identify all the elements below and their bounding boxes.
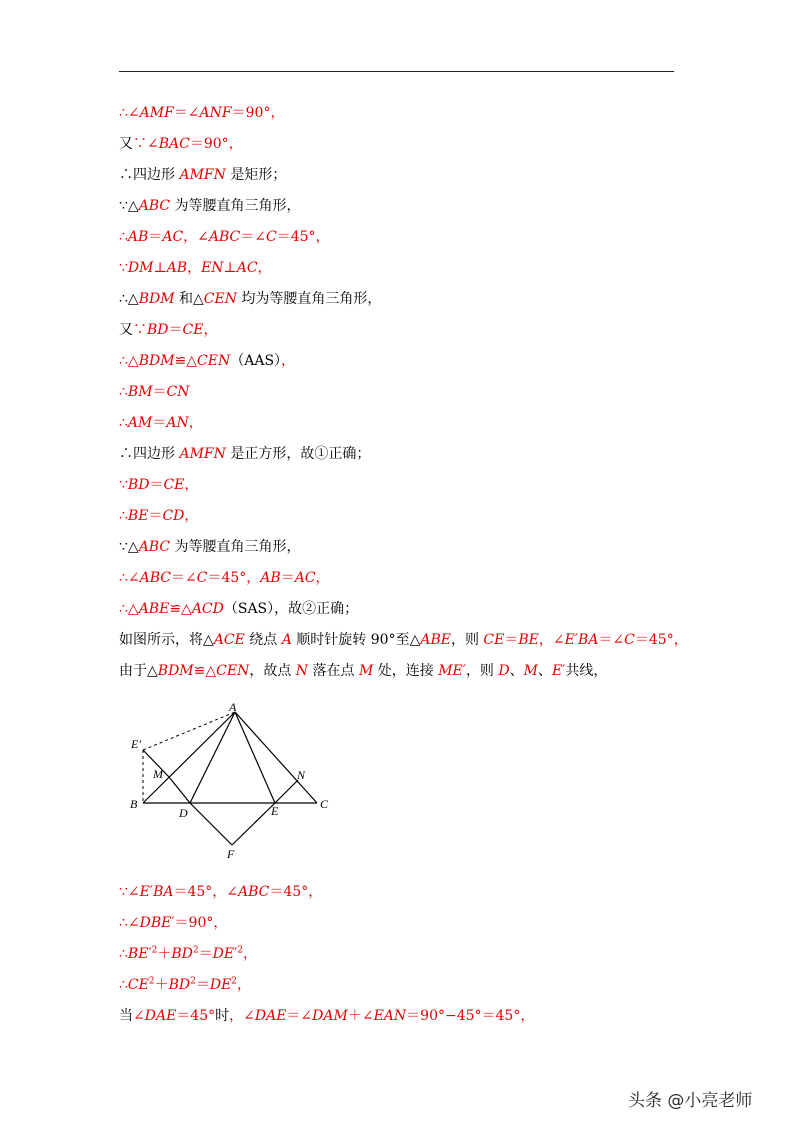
label-E: E: [271, 804, 279, 818]
proof-line-13: ∵BD＝CE，: [119, 477, 199, 493]
proof-line-18: 如图所示，将△ACE 绕点 A 顺时针旋转 90°至△ABE，则 CE＝BE，∠E′BA＝∠C＝45°，: [119, 632, 688, 648]
segment-AD: [190, 712, 235, 803]
proof-line-4: ∵△ABC 为等腰直角三角形，: [119, 198, 301, 214]
segment-AB: [143, 712, 235, 803]
proof-line-1: ∴∠AMF＝∠ANF＝90°，: [119, 105, 285, 121]
proof-line-15: ∵△ABC 为等腰直角三角形，: [119, 539, 301, 555]
label-A: A: [229, 700, 237, 714]
label-C: C: [320, 797, 329, 811]
proof-line-12: ∴四边形 AMFN 是正方形，故①正确；: [119, 446, 371, 462]
label-M: M: [153, 767, 163, 781]
proof-line-24: 当∠DAE＝45°时，∠DAE＝∠DAM＋∠EAN＝90°−45°＝45°，: [119, 1008, 535, 1024]
segment-AC: [235, 712, 317, 803]
proof-line-6: ∵DM⊥AB，EN⊥AC，: [119, 260, 272, 276]
proof-line-16: ∴∠ABC＝∠C＝45°，AB＝AC，: [119, 570, 330, 586]
segment-MD: [169, 777, 190, 803]
segment-EF: [232, 803, 275, 845]
proof-line-19: 由于△BDM≌△CEN，故点 N 落在点 M 处，连接 ME′，则 D、M、E′共线，: [119, 663, 608, 679]
segment-EN: [275, 780, 298, 803]
proof-line-20: ∵∠E′BA＝45°，∠ABC＝45°，: [119, 884, 323, 900]
geometry-figure: [125, 700, 340, 865]
proof-line-2: 又∵∠BAC＝90°，: [119, 136, 243, 152]
dashed-segment-AEprime: [143, 712, 235, 750]
label-B: B: [130, 797, 138, 811]
segment-AE: [235, 712, 275, 803]
header-rule: [119, 71, 674, 72]
proof-line-7: ∴△BDM 和△CEN 均为等腰直角三角形，: [119, 291, 382, 307]
label-F: F: [227, 847, 235, 861]
label-E-prime: E′: [131, 737, 141, 751]
proof-line-3: ∴四边形 AMFN 是矩形；: [119, 167, 287, 183]
proof-line-23: $\therefore CE^2+BD^2=DE^2$，: [119, 976, 252, 993]
proof-line-5: ∴AB＝AC，∠ABC＝∠C＝45°，: [119, 229, 330, 245]
proof-line-17: ∴△ABE≌△ACD（SAS），故②正确；: [119, 601, 359, 617]
proof-line-9: ∴△BDM≌△CEN（AAS），: [119, 353, 296, 369]
proof-line-8: 又∵BD＝CE，: [119, 322, 218, 338]
label-N: N: [297, 768, 306, 782]
proof-line-10: ∴BM＝CN: [119, 384, 190, 400]
segment-DF: [190, 803, 232, 845]
proof-line-22: $\therefore BE'^2+BD^2=DE'^2$，: [119, 945, 257, 962]
watermark: 头条 @小亮老师: [628, 1091, 753, 1111]
proof-line-14: ∴BE＝CD，: [119, 508, 199, 524]
label-D: D: [179, 806, 188, 820]
proof-line-21: ∴∠DBE′＝90°，: [119, 915, 228, 931]
proof-line-11: ∴AM＝AN，: [119, 415, 203, 431]
